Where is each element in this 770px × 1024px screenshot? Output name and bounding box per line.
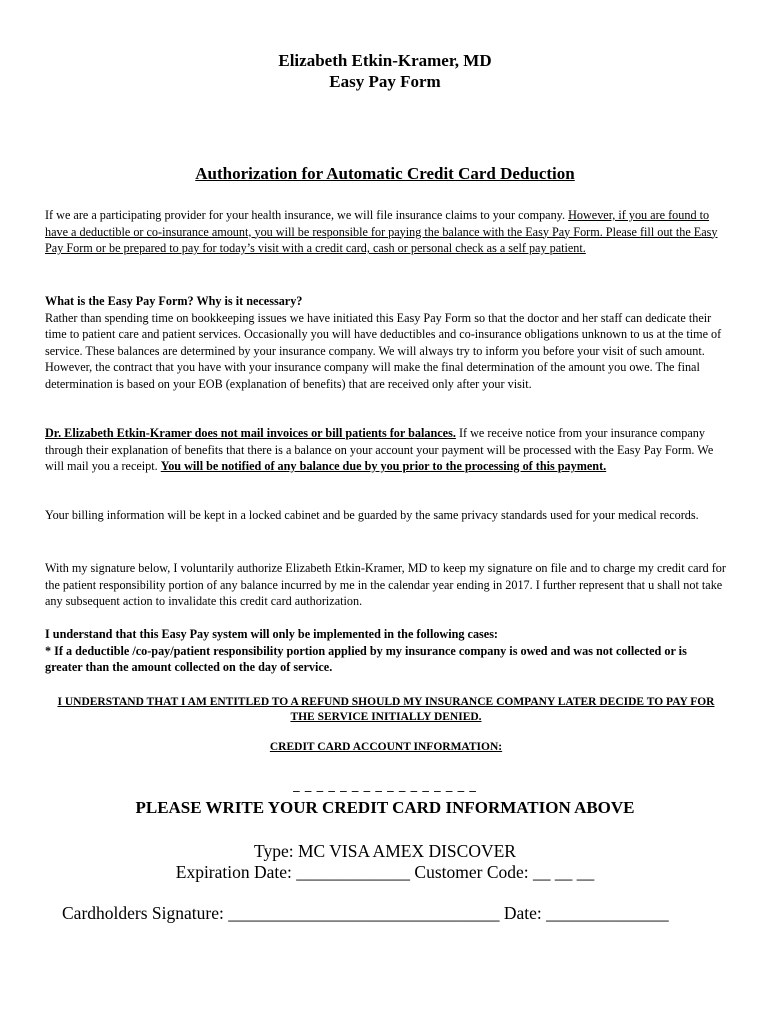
notice-middle-text: If we receive notice from your insurance company through their explanation of benefits that there is a balance on your account your payment will be processed with the Easy Pay Form. We will mail you a receipt. [45,426,714,474]
refund-statement: I UNDERSTAND THAT I AM ENTITLED TO A REFUND SHOULD MY INSURANCE COMPANY LATER DECIDE TO PAY FOR THE SERVICE INITIALLY DENIED. [57,696,715,723]
no-invoices-notice: Dr. Elizabeth Etkin-Kramer does not mail invoices or bill patients for balances. [45,426,456,440]
intro-paragraph [45,207,727,257]
card-number-field[interactable]: _ _ _ _ _ _ _ _ _ _ _ _ _ _ _ _ [293,778,477,793]
expiration-customer-code-line[interactable]: Expiration Date: _____________ Customer Code: __ __ __ [175,862,595,882]
what-is-question: What is the Easy Pay Form? Why is it necessary? [45,294,303,308]
intro-underlined-text: However, if you are found to have a deductible or co-insurance amount, you will be responsible for paying the balance with the Easy Pay Form. Please fill out the Easy Pay Form or be prepared to pay for today’s visit with a credit card, cash or personal check as a self pay patient. [45,208,718,256]
authorization-paragraph: With my signature below, I voluntarily authorize Elizabeth Etkin-Kramer, MD to keep my signature on file and to charge my credit card for the patient responsibility portion of any balance incurred by me in the calendar year ending in 2017. I further represent that u shall not take any subsequent action to invalidate this credit card authorization. [45,561,726,609]
notice-balance-warning: You will be notified of any balance due by you prior to the processing of this payment. [160,459,607,474]
card-type-line[interactable]: Type: MC VISA AMEX DISCOVER [254,841,516,861]
understand-line: I understand that this Easy Pay system will only be implemented in the following cases: [45,627,498,641]
privacy-paragraph: Your billing information will be kept in a locked cabinet and be guarded by the same privacy standards used for your medical records. [45,508,699,522]
form-title: Easy Pay Form [329,72,441,91]
what-is-answer: Rather than spending time on bookkeeping issues we have initiated this Easy Pay Form so that the doctor and her staff can dedicate their time to patient care and patient services. Occasionally you will have deductibles and co-insurance obligations unknown to us at the time of service. These balances are determined by your insurance company. We will always try to inform you before your visit of such amount. However, the contract that you have with your insurance company will make the final determination of the amount you owe. The final determination is based on your EOB (explanation of benefits) that are received only after your visit. [45,310,722,391]
section-heading: Authorization for Automatic Credit Card Deduction [195,164,575,183]
document-header [0,50,770,92]
doctor-name: Elizabeth Etkin-Kramer, MD [278,51,492,70]
billing-notice-paragraph [45,425,727,475]
intro-plain-text: If we are a participating provider for your health insurance, we will file insurance claims to your company. [45,208,569,222]
signature-date-line[interactable]: Cardholders Signature: _______________________________ Date: ______________ [62,903,669,923]
what-is-section [45,293,727,393]
credit-card-info-heading: CREDIT CARD ACCOUNT INFORMATION: [269,741,503,753]
understand-section [45,626,727,676]
deductible-case-line: * If a deductible /co-pay/patient responsibility portion applied by my insurance company is owed and was not collected or is greater than the amount collected on the day of service. [45,643,687,675]
write-card-info-instruction: PLEASE WRITE YOUR CREDIT CARD INFORMATION ABOVE [135,798,635,817]
